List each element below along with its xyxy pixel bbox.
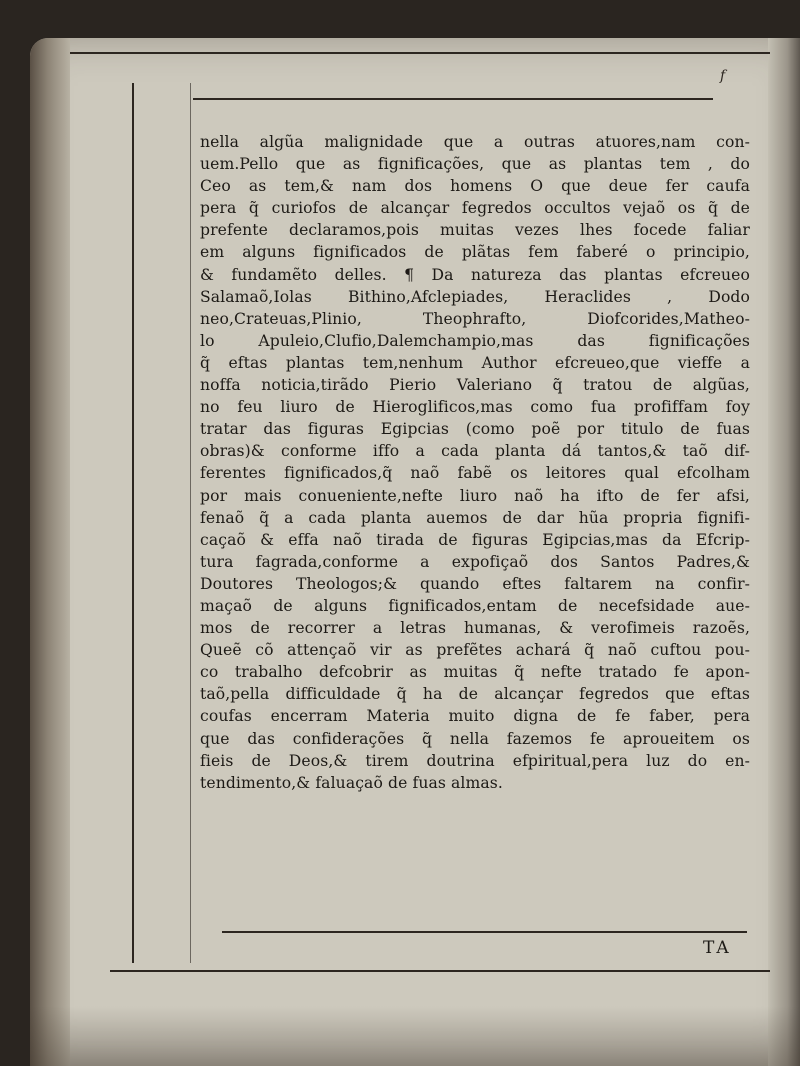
page-binding-edge [30, 38, 70, 1066]
text-line: ferentes fignificados,q̃ naõ fabẽ os leitores qual efcolham [200, 464, 750, 483]
book-page [30, 38, 800, 1066]
text-line: no feu liuro de Hieroglificos,mas como fua profiffam foy [200, 398, 750, 417]
text-line: por mais conueniente,nefte liuro naõ ha ifto de fer afsi, [200, 486, 750, 505]
text-line: tura fagrada,conforme a expofiçaõ dos Santos Padres,& [200, 552, 750, 571]
catchword: TA [703, 938, 732, 958]
text-line: tendimento,& faluaçaõ de fuas almas. [200, 773, 503, 792]
text-line: & fundamẽto delles. ¶ Da natureza das plantas efcreueo [200, 265, 750, 284]
top-border-rule [70, 52, 770, 54]
page-number: f [720, 68, 726, 84]
text-line: nella algũa malignidade que a outras atuores,nam con- [200, 133, 750, 151]
text-line: prefente declaramos,pois muitas vezes lhes focede faliar [200, 221, 750, 240]
page-fore-edge [768, 38, 800, 1066]
text-line: mos de recorrer a letras humanas, & verofimeis razoẽs, [200, 619, 750, 638]
text-line: coufas encerram Materia muito digna de fe faber, pera [200, 707, 750, 726]
bottom-border-rule [110, 970, 770, 972]
bottom-rule [222, 931, 747, 933]
text-line: fieis de Deos,& tirem doutrina efpiritual,pera luz do en- [200, 751, 750, 770]
text-line: Salamaõ,Iolas Bithino,Afclepiades, Heraclides , Dodo [200, 287, 750, 306]
text-line: co trabalho defcobrir as muitas q̃ nefte tratado fe apon- [200, 663, 750, 682]
text-line: em alguns fignificados de plãtas fem faberé o principio, [200, 243, 750, 262]
text-line: maçaõ de alguns fignificados,entam de necefsidade aue- [200, 596, 750, 615]
text-line: pera q̃ curiofos de alcançar fegredos occultos vejaõ os q̃ de [200, 199, 750, 218]
body-text [200, 131, 750, 794]
text-line: q̃ eftas plantas tem,nenhum Author efcreueo,que vieffe a [200, 353, 750, 372]
header-rule [193, 98, 713, 100]
text-column-rule [190, 83, 191, 963]
text-line: Ceo as tem,& nam dos homens O que deue fer caufa [200, 177, 750, 196]
text-line: caçaõ & effa naõ tirada de figuras Egipcias,mas da Efcrip- [200, 530, 750, 549]
text-line: lo Apuleio,Clufio,Dalemchampio,mas das fignificações [200, 331, 750, 350]
text-line: Queẽ cõ attençaõ vir as prefẽtes achará q̃ naõ cuftou pou- [200, 641, 750, 660]
text-line: Doutores Theologos;& quando eftes faltarem na confir- [200, 574, 750, 593]
text-line: obras)& conforme iffo a cada planta dá tantos,& taõ dif- [200, 442, 750, 461]
text-line: uem.Pello que as fignificações, que as plantas tem , do [200, 155, 750, 174]
page-shadow [30, 1006, 800, 1066]
text-line: neo,Crateuas,Plinio, Theophrafto, Diofcorides,Matheo- [200, 309, 750, 328]
text-line: taõ,pella difficuldade q̃ ha de alcançar fegredos que eftas [200, 685, 750, 704]
text-line: noffa noticia,tirãdo Pierio Valeriano q̃ tratou de algũas, [200, 376, 750, 395]
text-line: que das confiderações q̃ nella fazemos fe aproueitem os [200, 729, 750, 748]
text-line: fenaõ q̃ a cada planta auemos de dar hũa propria fignifi- [200, 508, 750, 527]
text-line: tratar das figuras Egipcias (como poẽ por titulo de fuas [200, 420, 750, 439]
left-margin-rule [132, 83, 134, 963]
